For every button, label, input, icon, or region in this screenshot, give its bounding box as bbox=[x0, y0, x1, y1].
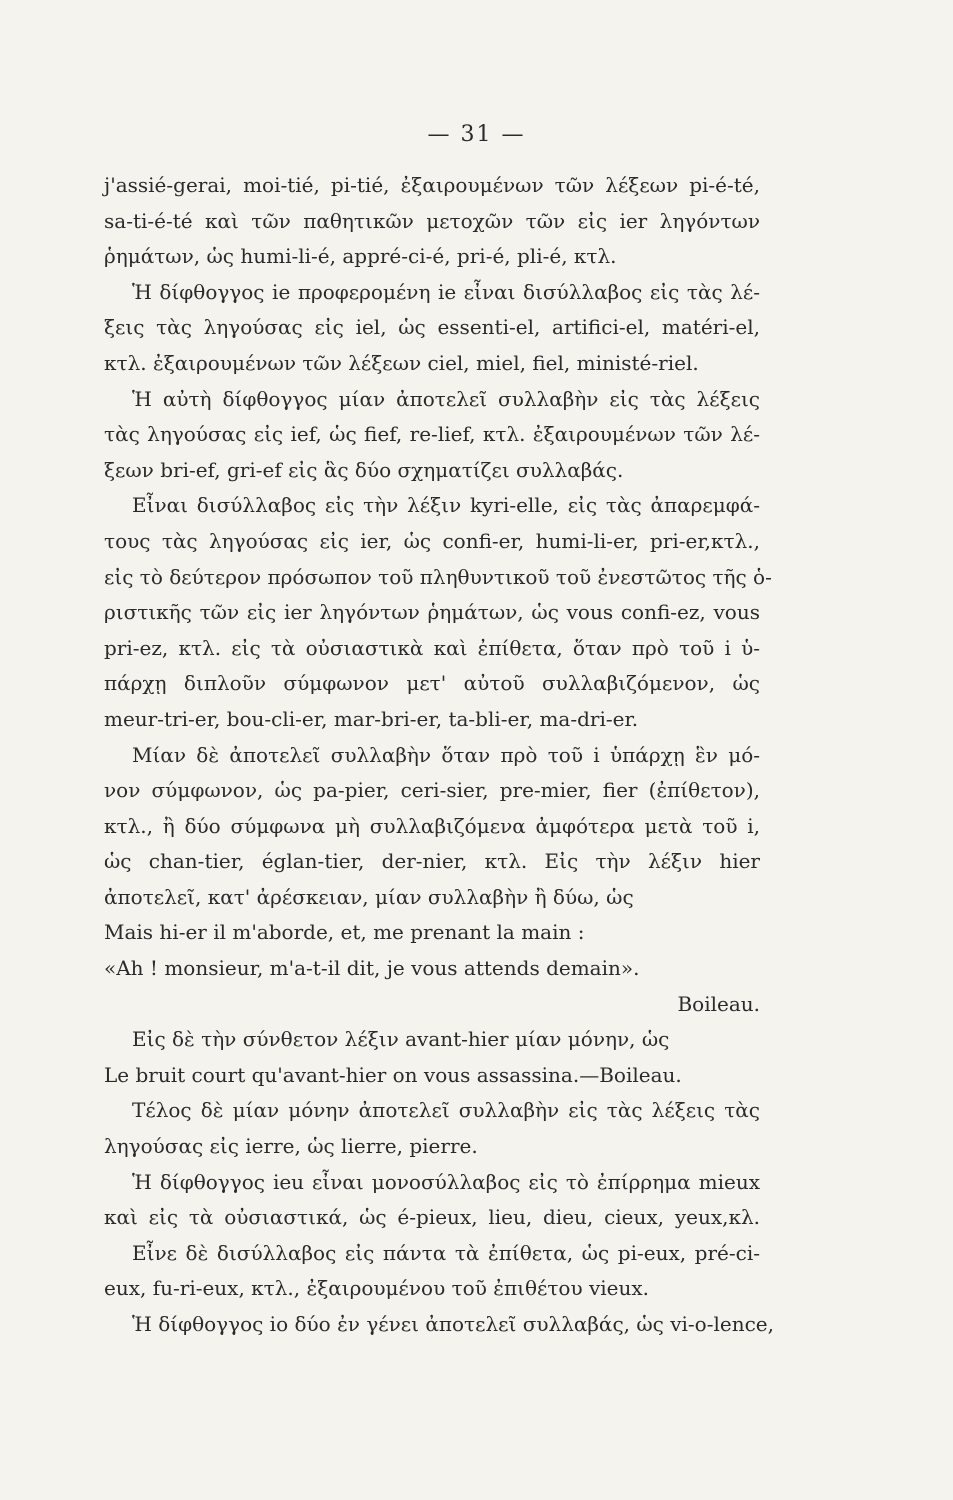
page-number: — 31 — bbox=[427, 122, 526, 147]
text-line: pri-ez, κτλ. εἰς τὰ οὐσιαστικὰ καὶ ἐπίθετα, ὅταν πρὸ τοῦ i ὑ- bbox=[104, 635, 760, 660]
text-line: Μίαν δὲ ἀποτελεῖ συλλαβὴν ὅταν πρὸ τοῦ i ὑπάρχῃ ἓν μό- bbox=[132, 742, 760, 767]
body-text bbox=[104, 168, 774, 1343]
text-line: Ἡ αὐτὴ δίφθογγος μίαν ἀποτελεῖ συλλαβὴν εἰς τὰς λέξεις bbox=[132, 386, 760, 411]
text-line: Τέλος δὲ μίαν μόνην ἀποτελεῖ συλλαβὴν εἰς τὰς λέξεις τὰς bbox=[132, 1098, 760, 1123]
text-line: Ἡ δίφθογγος io δύο ἐν γένει ἀποτελεῖ συλλαβάς, ὡς vi-o-lence, bbox=[132, 1312, 774, 1336]
text-line: ῥημάτων, ὡς humi-li-é, appré-ci-é, pri-é, pli-é, κτλ. bbox=[104, 244, 617, 269]
text-line: πάρχῃ διπλοῦν σύμφωνον μετ' αὐτοῦ συλλαβιζόμενον, ὡς bbox=[104, 671, 760, 696]
text-line: τὰς ληγούσας εἰς ief, ὡς fief, re-lief, κτλ. ἐξαιρουμένων τῶν λέ- bbox=[104, 422, 760, 447]
text-line: ξεων bri-ef, gri-ef εἰς ἃς δύο σχηματίζει συλλαβάς. bbox=[104, 457, 624, 482]
text-line: ληγούσας εἰς ierre, ὡς lierre, pierre. bbox=[104, 1134, 478, 1159]
text-line: meur-tri-er, bou-cli-er, mar-bri-er, ta-bli-er, ma-dri-er. bbox=[104, 706, 639, 731]
text-line: Mais hi-er il m'aborde, et, me prenant la main : bbox=[104, 920, 585, 945]
text-line: Le bruit court qu'avant-hier on vous assassina.—Boileau. bbox=[104, 1062, 682, 1087]
text-line: Εἰς δὲ τὴν σύνθετον λέξιν avant-hier μίαν μόνην, ὡς bbox=[132, 1027, 670, 1052]
text-line: «Ah ! monsieur, m'a-t-il dit, je vous attends demain». bbox=[104, 956, 640, 981]
text-line: Ἡ δίφθογγος ie προφερομένη ie εἶναι δισύλλαβος εἰς τὰς λέ- bbox=[132, 279, 760, 304]
text-line: Εἶνε δὲ δισύλλαβος εἰς πάντα τὰ ἐπίθετα, ὡς pi-eux, pré-ci- bbox=[132, 1240, 760, 1265]
text-line: νον σύμφωνον, ὡς pa-pier, ceri-sier, pre-mier, fier (ἐπίθετον), bbox=[104, 778, 760, 803]
text-line: κτλ. ἐξαιρουμένων τῶν λέξεων ciel, miel, fiel, ministé-riel. bbox=[104, 350, 699, 375]
text-line: ὡς chan-tier, églan-tier, der-nier, κτλ. Εἰς τὴν λέξιν hier bbox=[104, 849, 760, 874]
text-line: Εἶναι δισύλλαβος εἰς τὴν λέξιν kyri-elle, εἰς τὰς ἀπαρεμφά- bbox=[132, 493, 760, 518]
text-line: καὶ εἰς τὰ οὐσιαστικά, ὡς é-pieux, lieu, dieu, cieux, yeux,κλ. bbox=[104, 1205, 760, 1230]
text-line: ἀποτελεῖ, κατ' ἀρέσκειαν, μίαν συλλαβὴν ἢ δύω, ὡς bbox=[104, 884, 634, 909]
text-line: εἰς τὸ δεύτερον πρόσωπον τοῦ πληθυντικοῦ τοῦ ἐνεστῶτος τῆς ὁ- bbox=[104, 564, 772, 589]
text-line: κτλ., ἢ δύο σύμφωνα μὴ συλλαβιζόμενα ἀμφότερα μετὰ τοῦ i, bbox=[104, 813, 760, 838]
text-line: sa-ti-é-té καὶ τῶν παθητικῶν μετοχῶν τῶν εἰς ier ληγόντων bbox=[104, 208, 760, 233]
text-line: j'assié-gerai, moi-tié, pi-tié, ἐξαιρουμένων τῶν λέξεων pi-é-té, bbox=[104, 173, 760, 197]
text-line: Ἡ δίφθογγος ieu εἶναι μονοσύλλαβος εἰς τὸ ἐπίρρημα mieux bbox=[132, 1169, 760, 1194]
text-line: ριστικῆς τῶν εἰς ier ληγόντων ῥημάτων, ὡς vous confi-ez, vous bbox=[104, 600, 760, 625]
text-line: eux, fu-ri-eux, κτλ., ἐξαιρουμένου τοῦ ἐπιθέτου vieux. bbox=[104, 1276, 650, 1301]
text-line: τους τὰς ληγούσας εἰς ier, ὡς confi-er, humi-li-er, pri-er,κτλ., bbox=[104, 528, 760, 553]
text-line: Boileau. bbox=[677, 991, 760, 1016]
text-line: ξεις τὰς ληγούσας εἰς iel, ὡς essenti-el, artifici-el, matéri-el, bbox=[104, 315, 760, 340]
